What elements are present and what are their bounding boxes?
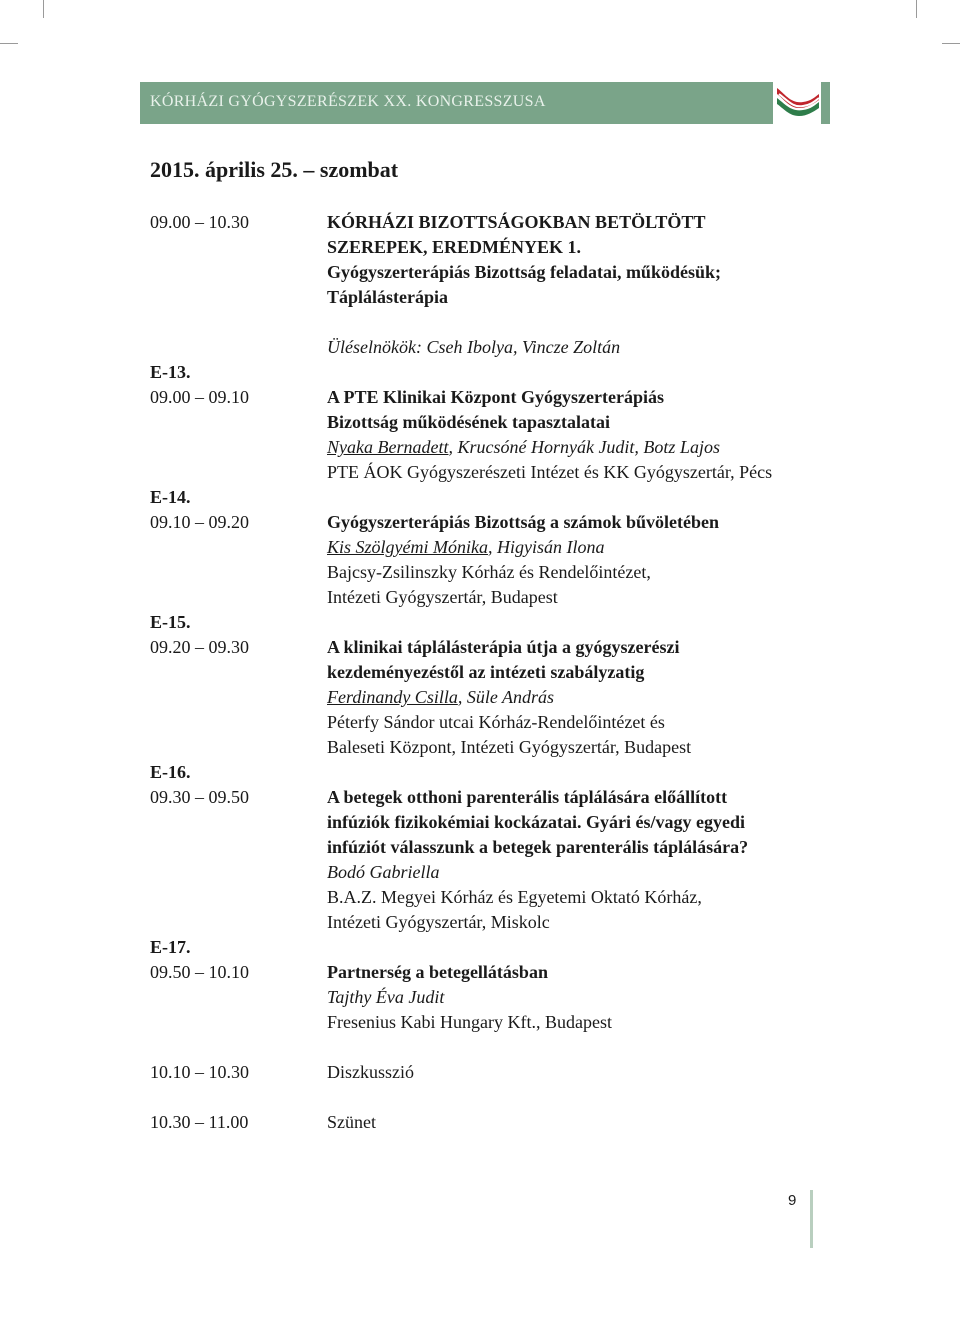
talk-body [327, 510, 800, 610]
talk-affiliation-line: PTE ÁOK Gyógyszerészeti Intézet és KK Gyógyszertár, Pécs [327, 462, 773, 482]
talk-affiliation-line: Bajcsy-Zsilinszky Kórház és Rendelőintézet, [327, 562, 651, 582]
schedule [150, 210, 800, 1135]
talk-body [327, 785, 800, 935]
spacer [150, 1035, 800, 1060]
crop-mark [942, 43, 960, 44]
session-title-line: KÓRHÁZI BIZOTTSÁGOKBAN BETÖLTÖTT [327, 212, 706, 232]
talk-affiliation-line: Baleseti Központ, Intézeti Gyógyszertár, Budapest [327, 737, 692, 757]
talk-authors: Tajthy Éva Judit [327, 987, 445, 1007]
spacer [327, 310, 800, 335]
talk-affiliation-line: Intézeti Gyógyszertár, Miskolc [327, 912, 550, 932]
coauthor-names: , Higyisán Ilona [487, 537, 605, 557]
talk-time: 09.30 – 09.50 [150, 787, 249, 807]
talk-entry [150, 635, 800, 760]
talk-code: E-14. [150, 487, 191, 507]
talk-body [327, 385, 800, 485]
coauthor-names: , Süle András [457, 687, 554, 707]
talk-body [327, 960, 800, 1035]
talk-affiliation-line: Péterfy Sándor utcai Kórház-Rendelőintézet és [327, 712, 665, 732]
crop-mark [0, 43, 18, 44]
session-block [327, 210, 800, 360]
crop-mark [43, 0, 44, 18]
talk-code: E-17. [150, 937, 191, 957]
talk-title-line: Partnerség a betegellátásban [327, 962, 548, 982]
talk-time: 09.20 – 09.30 [150, 637, 249, 657]
presenter-name: Nyaka Bernadett [327, 437, 449, 457]
congress-title: KÓRHÁZI GYÓGYSZERÉSZEK XX. KONGRESSZUSA [150, 93, 546, 110]
talk-affiliation-line: B.A.Z. Megyei Kórház és Egyetemi Oktató Kórház, [327, 887, 702, 907]
talk-title-line: A klinikai táplálásterápia útja a gyógyszerészi [327, 637, 680, 657]
session-subtitle-line: Gyógyszerterápiás Bizottság feladatai, működésük; [327, 262, 721, 282]
talk-title-line: Bizottság működésének tapasztalatai [327, 412, 610, 432]
talk-authors [327, 435, 800, 460]
crop-mark [916, 0, 917, 18]
break-label: Diszkusszió [327, 1062, 414, 1082]
talk-title-line: infúziók fizikokémiai kockázatai. Gyári és/vagy egyedi [327, 812, 745, 832]
session-subtitle-line: Táplálásterápia [327, 287, 449, 307]
talk-time: 09.10 – 09.20 [150, 512, 249, 532]
talk-entry [150, 785, 800, 935]
session-chairs: Üléselnökök: Cseh Ibolya, Vincze Zoltán [327, 337, 621, 357]
talk-authors [327, 535, 800, 560]
flag-logo-icon [773, 82, 821, 124]
presenter-name: Kis Szölgyémi Mónika [327, 537, 488, 557]
talk-body [327, 635, 800, 760]
talk-affiliation-line: Intézeti Gyógyszertár, Budapest [327, 587, 558, 607]
talk-entry [150, 960, 800, 1035]
talk-code: E-15. [150, 612, 191, 632]
date-heading: 2015. április 25. – szombat [150, 157, 399, 182]
talk-code: E-16. [150, 762, 191, 782]
page-number-rule [810, 1190, 813, 1248]
coauthor-names: , Krucsóné Hornyák Judit, Botz Lajos [448, 437, 720, 457]
break-label: Szünet [327, 1112, 376, 1132]
page-number: 9 [788, 1192, 797, 1209]
talk-entry [150, 510, 800, 610]
presenter-name: Ferdinandy Csilla [327, 687, 458, 707]
session-header [150, 210, 800, 360]
talk-code: E-13. [150, 362, 191, 382]
session-time: 09.00 – 10.30 [150, 212, 249, 232]
talk-entry [150, 385, 800, 485]
talk-title-line: kezdeményezéstől az intézeti szabályzatig [327, 662, 645, 682]
spacer [150, 1085, 800, 1110]
talk-time: 09.00 – 09.10 [150, 387, 249, 407]
talk-title-line: A PTE Klinikai Központ Gyógyszerterápiás [327, 387, 665, 407]
talk-authors [327, 685, 800, 710]
talk-title-line: Gyógyszerterápiás Bizottság a számok bűvöletében [327, 512, 719, 532]
break-time: 10.30 – 11.00 [150, 1112, 249, 1132]
talk-title-line: A betegek otthoni parenterális táplálására előállított [327, 787, 728, 807]
talk-affiliation-line: Fresenius Kabi Hungary Kft., Budapest [327, 1012, 612, 1032]
session-title-line: SZEREPEK, EREDMÉNYEK 1. [327, 237, 582, 257]
talk-authors: Bodó Gabriella [327, 862, 440, 882]
talk-time: 09.50 – 10.10 [150, 962, 249, 982]
break-time: 10.10 – 10.30 [150, 1062, 249, 1082]
break-entry [150, 1110, 800, 1135]
break-entry [150, 1060, 800, 1085]
talk-title-line: infúziót válasszunk a betegek parenterális táplálására? [327, 837, 749, 857]
